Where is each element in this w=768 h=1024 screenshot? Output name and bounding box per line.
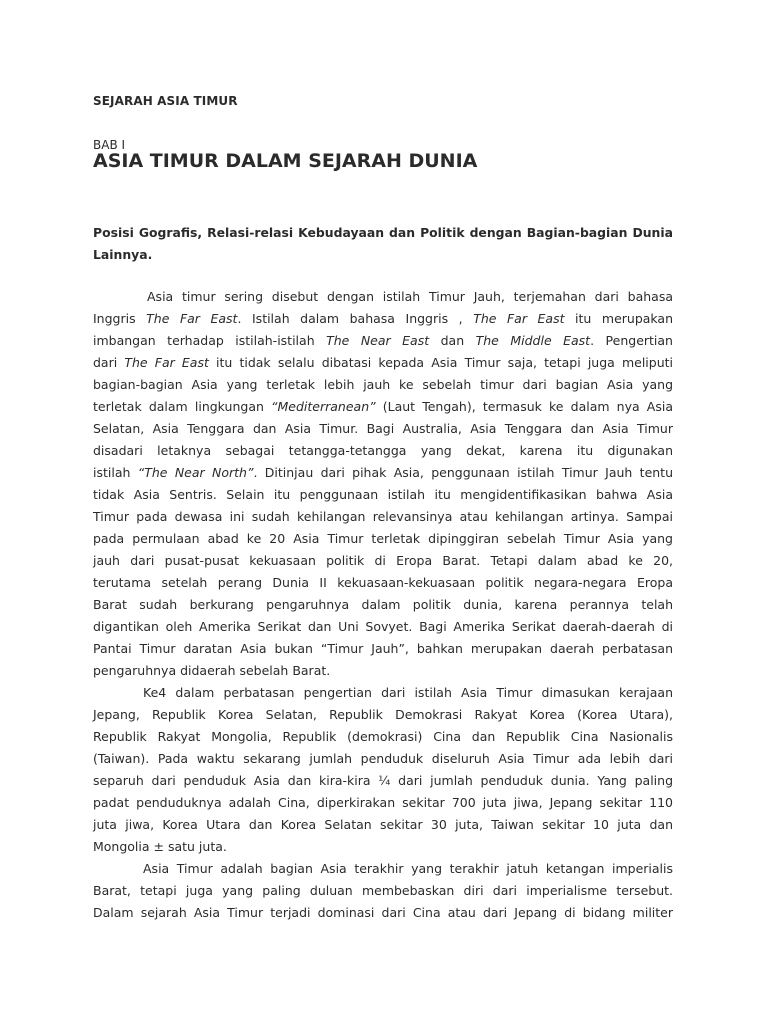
body-text [93,286,673,924]
paragraph-line [93,396,673,418]
paragraph-line: separuh dari penduduk Asia dan kira-kira ¼ dari jumlah penduduk dunia. Yang paling [93,773,673,788]
paragraph-line: Dalam sejarah Asia Timur terjadi dominasi dari Cina atau dari Jepang di bidang militer [93,905,673,920]
paragraph-line: Selatan, Asia Tenggara dan Asia Timur. Bagi Australia, Asia Tenggara dan Asia Timur [93,421,673,436]
text-run: imbangan terhadap istilah-istilah [93,333,327,348]
paragraph-line [93,308,673,330]
text-run: . Istilah dalam bahasa Inggris , [237,311,474,326]
paragraph-line: tidak Asia Sentris. Selain itu penggunaan istilah itu mengidentifikasikan bahwa Asia [93,487,673,502]
italic-term: The Far East [124,355,209,370]
paragraph-line: Asia Timur adalah bagian Asia terakhir yang terakhir jatuh ketangan imperialis [143,861,673,876]
text-run: itu merupakan [564,311,674,326]
text-run: dari [93,355,125,370]
paragraph-line: Jepang, Republik Korea Selatan, Republik Demokrasi Rakyat Korea (Korea Utara), [93,707,673,722]
paragraph-line: padat penduduknya adalah Cina, diperkirakan sekitar 700 juta jiwa, Jepang sekitar 110 [93,795,673,810]
paragraph-line [93,330,673,352]
paragraph-line: pada permulaan abad ke 20 Asia Timur terletak dipinggiran sebelah Timur Asia yang [93,531,673,546]
text-run: . Ditinjau dari pihak Asia, penggunaan istilah Timur Jauh tentu [253,465,674,480]
italic-term: “The Near North” [137,465,254,480]
paragraph-line: Ke4 dalam perbatasan pengertian dari istilah Asia Timur dimasukan kerajaan [143,685,673,700]
paragraph-line: digantikan oleh Amerika Serikat dan Uni Sovyet. Bagi Amerika Serikat daerah-daerah di [93,619,673,634]
italic-term: The Near East [326,333,430,348]
paragraph-line: juta jiwa, Korea Utara dan Korea Selatan sekitar 30 juta, Taiwan sekitar 10 juta dan [93,817,673,832]
chapter-title: ASIA TIMUR DALAM SEJARAH DUNIA [93,150,478,172]
paragraph-line: Pantai Timur daratan Asia bukan “Timur Jauh”, bahkan merupakan daerah perbatasan [93,641,673,656]
text-run: terletak dalam lingkungan [93,399,272,414]
paragraph-line: terutama setelah perang Dunia II kekuasaan-kekuasaan politik negara-negara Eropa [93,575,673,590]
text-run: Inggris [93,311,147,326]
document-header: SEJARAH ASIA TIMUR [93,94,238,108]
paragraph-line: Timur pada dewasa ini sudah kehilangan relevansinya atau kehilangan artinya. Sampai [93,509,673,524]
paragraph-line: Asia timur sering disebut dengan istilah Timur Jauh, terjemahan dari bahasa [147,289,673,304]
paragraph-line: Barat sudah berkurang pengaruhnya dalam politik dunia, karena perannya telah [93,597,673,612]
paragraph-line: disadari letaknya sebagai tetangga-tetangga yang dekat, karena itu digunakan [93,443,673,458]
paragraph-line: (Taiwan). Pada waktu sekarang jumlah penduduk diseluruh Asia Timur ada lebih dari [93,751,673,766]
paragraph-line: Barat, tetapi juga yang paling duluan membebaskan diri dari imperialisme tersebut. [93,883,673,898]
paragraph-line: jauh dari pusat-pusat kekuasaan politik di Eropa Barat. Tetapi dalam abad ke 20, [93,553,673,568]
italic-term: The Far East [146,311,238,326]
paragraph-line: Mongolia ± satu juta. [93,839,227,854]
paragraph-line: pengaruhnya didaerah sebelah Barat. [93,663,331,678]
italic-term: “Mediterranean” [271,399,376,414]
text-run: (Laut Tengah), termasuk ke dalam nya Asia [375,399,673,414]
paragraph-line [93,352,673,374]
italic-term: The Middle East [475,333,591,348]
text-run: dan [429,333,476,348]
text-run: . Pengertian [590,333,673,348]
paragraph-line [93,462,673,484]
text-run: istilah [93,465,138,480]
italic-term: The Far East [473,311,565,326]
paragraph-line: Republik Rakyat Mongolia, Republik (demokrasi) Cina dan Republik Cina Nasionalis [93,729,673,744]
paragraph-line: bagian-bagian Asia yang terletak lebih jauh ke sebelah timur dari bagian Asia yang [93,377,673,392]
chapter-number: BAB I [93,138,126,152]
text-run: itu tidak selalu dibatasi kepada Asia Timur saja, tetapi juga meliputi [208,355,673,370]
section-title: Posisi Gografis, Relasi-relasi Kebudayaan dan Politik dengan Bagian-bagian Dunia Lainnya. [93,225,673,262]
